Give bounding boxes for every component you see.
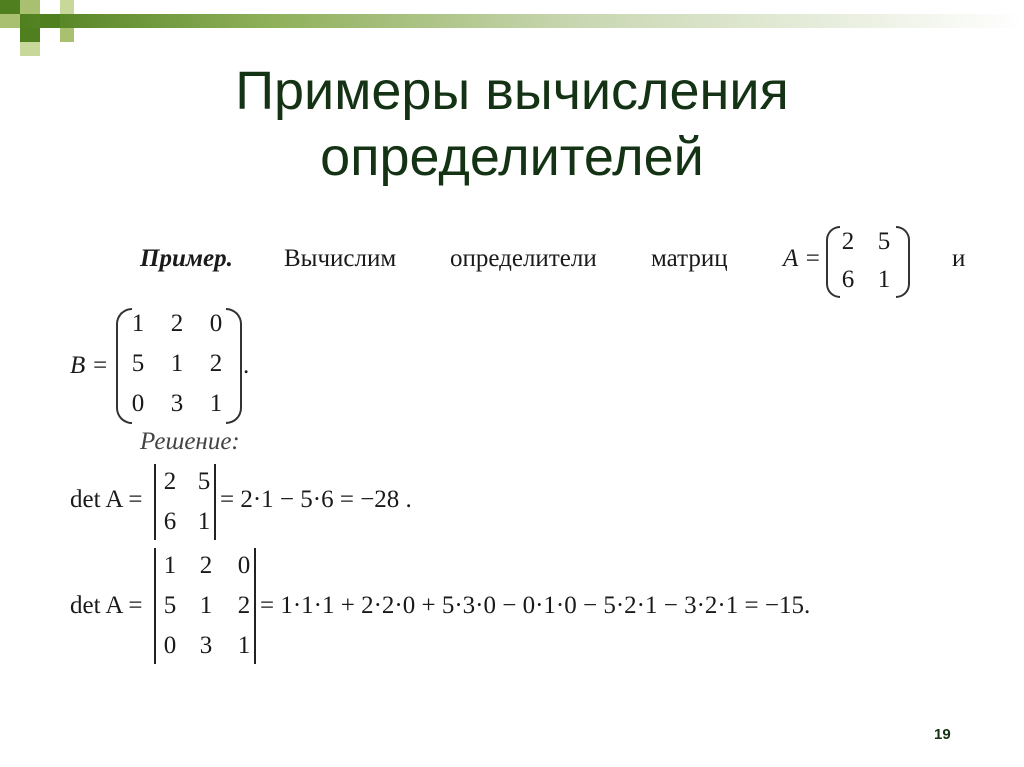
example-label: Пример. bbox=[140, 245, 233, 272]
det1-cell: 1 bbox=[197, 508, 211, 535]
det1-lhs: det A = bbox=[70, 486, 143, 513]
logo-square bbox=[60, 28, 74, 42]
matrix-b-label: B = bbox=[70, 352, 109, 379]
right-paren bbox=[896, 226, 910, 298]
det2-cell: 2 bbox=[199, 552, 213, 579]
matrix-a-cell: 5 bbox=[877, 228, 891, 255]
matrix-b-cell: 5 bbox=[131, 350, 145, 377]
det2-result: = 1·1·1 + 2·2·0 + 5·3·0 − 0·1·0 − 5·2·1 − 3·2·1 = −15. bbox=[260, 592, 811, 619]
det1-result: = 2·1 − 5·6 = −28 . bbox=[220, 486, 412, 513]
logo-square bbox=[20, 28, 40, 42]
matrix-b-cell: 1 bbox=[131, 310, 145, 337]
det2-cell: 1 bbox=[237, 632, 251, 659]
right-paren bbox=[226, 308, 242, 424]
det2-cell: 0 bbox=[163, 632, 177, 659]
logo-square bbox=[60, 0, 74, 14]
det1-cell: 2 bbox=[163, 468, 177, 495]
matrix-a-cell: 2 bbox=[841, 228, 855, 255]
title-line-2: определителей bbox=[320, 127, 704, 187]
det2-cell: 1 bbox=[199, 592, 213, 619]
det2-cell: 2 bbox=[237, 592, 251, 619]
det-bar bbox=[154, 464, 156, 540]
page-number: 19 bbox=[934, 726, 951, 743]
matrix-b-cell: 3 bbox=[170, 390, 184, 417]
slide-title bbox=[0, 58, 1024, 190]
det2-cell: 3 bbox=[199, 632, 213, 659]
logo-square bbox=[20, 0, 40, 14]
det2-cell: 1 bbox=[163, 552, 177, 579]
matrix-b-cell: 0 bbox=[131, 390, 145, 417]
logo-square bbox=[0, 0, 20, 14]
det2-lhs: det A = bbox=[70, 592, 143, 619]
logo-square bbox=[0, 14, 20, 28]
header-gradient-bar bbox=[20, 14, 1024, 28]
matrix-b-cell: 2 bbox=[170, 310, 184, 337]
example-word: Вычислим bbox=[284, 245, 397, 272]
example-word: определители bbox=[450, 245, 597, 272]
solution-label: Решение: bbox=[140, 428, 240, 455]
matrix-b-cell: 2 bbox=[209, 350, 223, 377]
logo-square bbox=[20, 42, 40, 56]
logo-square bbox=[40, 14, 60, 28]
det-bar bbox=[254, 548, 256, 664]
matrix-b-cell: 1 bbox=[170, 350, 184, 377]
det2-cell: 0 bbox=[237, 552, 251, 579]
det-bar bbox=[214, 464, 216, 540]
det2-cell: 5 bbox=[163, 592, 177, 619]
title-line-1: Примеры вычисления bbox=[235, 61, 789, 121]
matrix-b-cell: 1 bbox=[209, 390, 223, 417]
matrix-a-label: A = bbox=[783, 245, 821, 272]
det1-cell: 6 bbox=[163, 508, 177, 535]
conjunction: и bbox=[952, 245, 966, 272]
det-bar bbox=[154, 548, 156, 664]
matrix-b-cell: 0 bbox=[209, 310, 223, 337]
matrix-a-cell: 6 bbox=[841, 266, 855, 293]
det1-cell: 5 bbox=[197, 468, 211, 495]
period: . bbox=[243, 352, 250, 379]
example-word: матриц bbox=[651, 245, 728, 272]
matrix-a-cell: 1 bbox=[877, 266, 891, 293]
